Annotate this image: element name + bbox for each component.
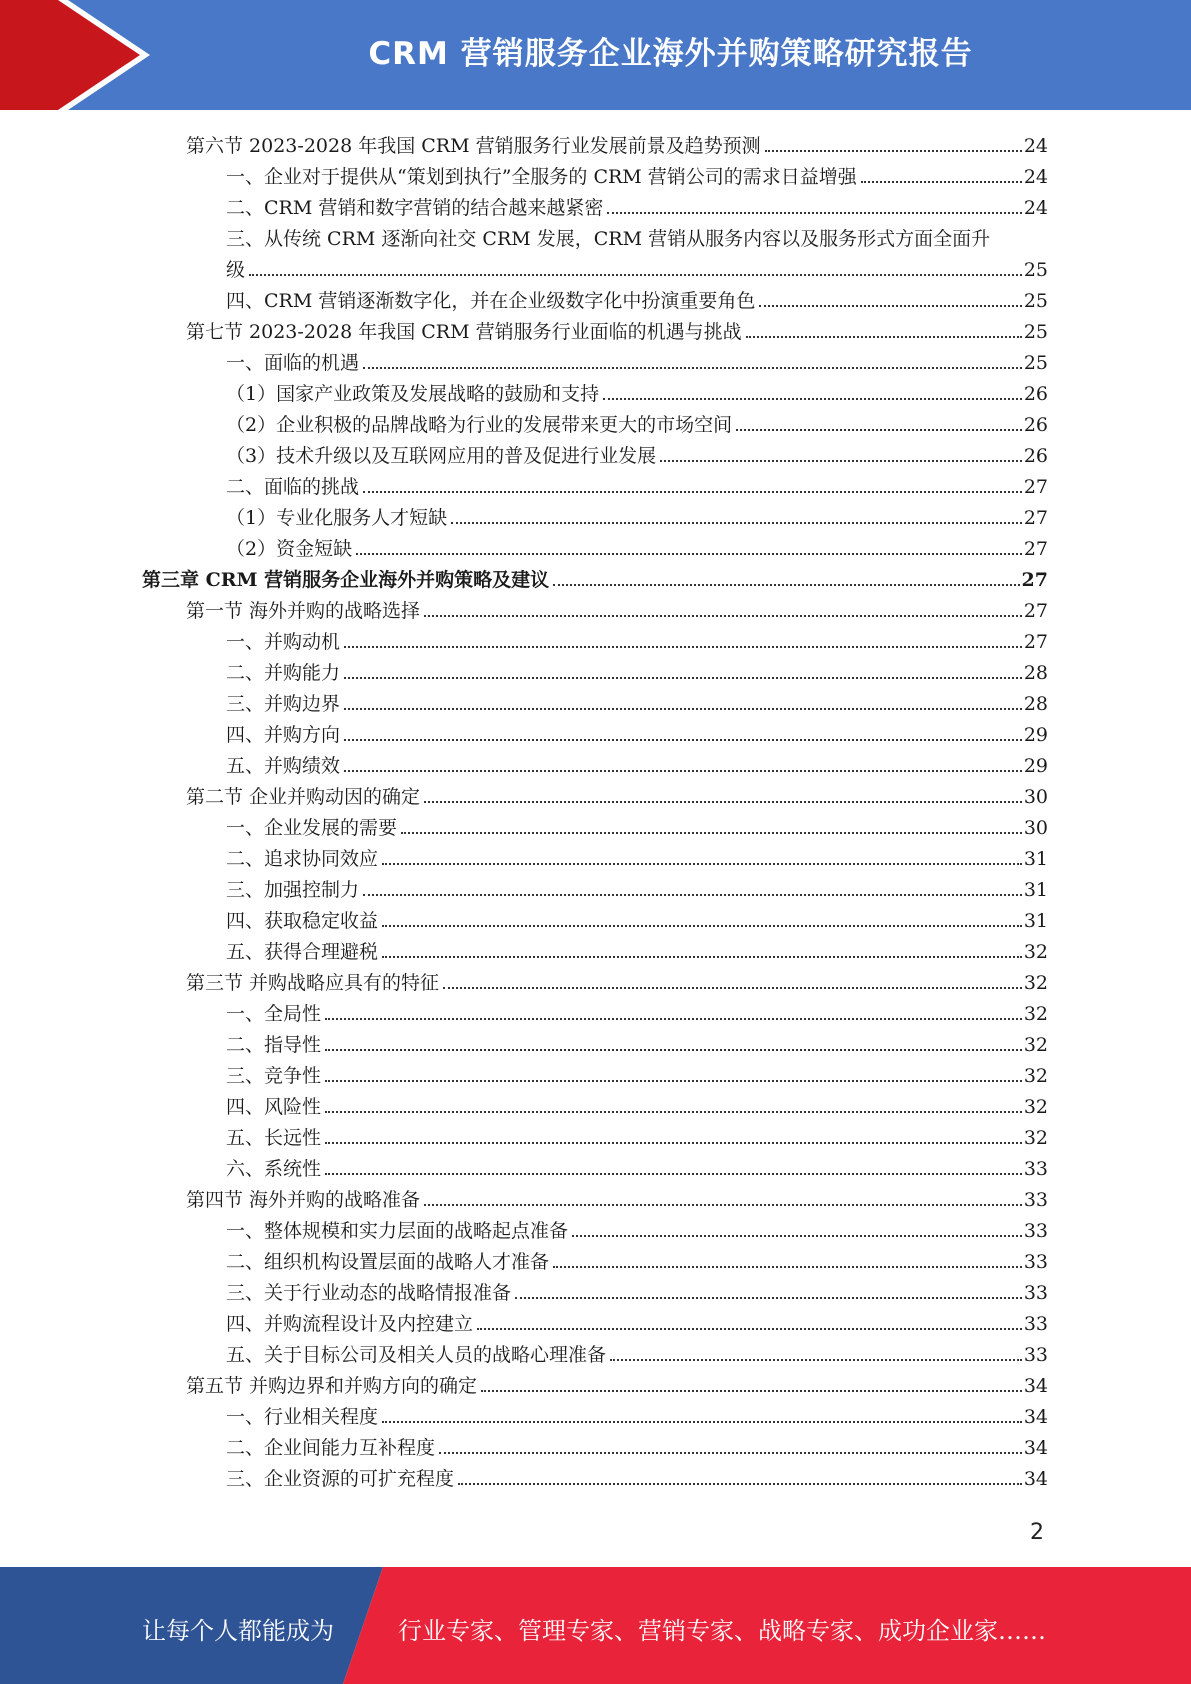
- page-header: [0, 0, 1191, 110]
- toc-item[interactable]: 二、指导性 32: [226, 1034, 1048, 1056]
- toc-item[interactable]: 三、并购边界 28: [226, 693, 1048, 715]
- toc-item[interactable]: 一、整体规模和实力层面的战略起点准备 33: [226, 1220, 1048, 1242]
- toc-item[interactable]: 二、组织机构设置层面的战略人才准备 33: [226, 1251, 1048, 1273]
- toc-item[interactable]: 一、面临的机遇 25: [226, 352, 1048, 374]
- toc-item-wrapped-line[interactable]: 三、从传统 CRM 逐渐向社交 CRM 发展，CRM 营销从服务内容以及服务形式方面全面升: [226, 228, 991, 250]
- footer-slogan-right: 行业专家、管理专家、营销专家、战略专家、成功企业家……: [398, 1617, 1046, 1645]
- toc-item[interactable]: 一、企业发展的需要 30: [226, 817, 1048, 839]
- toc-item[interactable]: （1）国家产业政策及发展战略的鼓励和支持 26: [226, 383, 1048, 405]
- toc-item[interactable]: 二、企业间能力互补程度 34: [226, 1437, 1048, 1459]
- toc-item[interactable]: （2）资金短缺 27: [226, 538, 1048, 560]
- toc-item[interactable]: 三、竞争性 32: [226, 1065, 1048, 1087]
- toc-item[interactable]: 四、并购流程设计及内控建立 33: [226, 1313, 1048, 1335]
- toc-item[interactable]: 四、获取稳定收益 31: [226, 910, 1048, 932]
- toc-item[interactable]: 五、长远性 32: [226, 1127, 1048, 1149]
- toc-item[interactable]: （2）企业积极的品牌战略为行业的发展带来更大的市场空间 26: [226, 414, 1048, 436]
- toc-item[interactable]: 一、企业对于提供从“策划到执行”全服务的 CRM 营销公司的需求日益增强 24: [226, 166, 1048, 188]
- toc-item[interactable]: 一、并购动机 27: [226, 631, 1048, 653]
- toc-item[interactable]: 五、获得合理避税 32: [226, 941, 1048, 963]
- toc-item[interactable]: 四、CRM 营销逐渐数字化，并在企业级数字化中扮演重要角色 25: [226, 290, 1048, 312]
- toc-item[interactable]: 一、全局性 32: [226, 1003, 1048, 1025]
- toc-chapter-3[interactable]: 第三章 CRM 营销服务企业海外并购策略及建议 27: [142, 569, 1048, 591]
- toc-item[interactable]: 六、系统性 33: [226, 1158, 1048, 1180]
- toc-item[interactable]: 三、关于行业动态的战略情报准备 33: [226, 1282, 1048, 1304]
- toc-item[interactable]: 三、加强控制力 31: [226, 879, 1048, 901]
- toc-item[interactable]: 二、CRM 营销和数字营销的结合越来越紧密 24: [226, 197, 1048, 219]
- toc-item[interactable]: 二、面临的挑战 27: [226, 476, 1048, 498]
- toc-item[interactable]: 级 25: [226, 259, 1048, 281]
- page-footer: [0, 1567, 1191, 1684]
- toc-section[interactable]: 第四节 海外并购的战略准备 33: [186, 1189, 1048, 1211]
- report-title: CRM 营销服务企业海外并购策略研究报告: [368, 36, 973, 72]
- toc-section-7[interactable]: 第七节 2023-2028 年我国 CRM 营销服务行业面临的机遇与挑战 25: [186, 321, 1048, 343]
- toc-section[interactable]: 第五节 并购边界和并购方向的确定 34: [186, 1375, 1048, 1397]
- footer-slogan-left: 让每个人都能成为: [142, 1617, 334, 1645]
- toc-item[interactable]: （1）专业化服务人才短缺 27: [226, 507, 1048, 529]
- toc-section[interactable]: 第二节 企业并购动因的确定 30: [186, 786, 1048, 808]
- toc-item[interactable]: 二、并购能力 28: [226, 662, 1048, 684]
- toc-section-6[interactable]: 第六节 2023-2028 年我国 CRM 营销服务行业发展前景及趋势预测 24: [186, 135, 1048, 157]
- page-number: 2: [1030, 1520, 1044, 1545]
- toc-item[interactable]: 二、追求协同效应 31: [226, 848, 1048, 870]
- toc-item[interactable]: 五、并购绩效 29: [226, 755, 1048, 777]
- toc-section[interactable]: 第三节 并购战略应具有的特征 32: [186, 972, 1048, 994]
- toc-item[interactable]: 三、企业资源的可扩充程度 34: [226, 1468, 1048, 1490]
- toc-item[interactable]: 四、风险性 32: [226, 1096, 1048, 1118]
- toc-item[interactable]: 四、并购方向 29: [226, 724, 1048, 746]
- toc-section[interactable]: 第一节 海外并购的战略选择 27: [186, 600, 1048, 622]
- toc-item[interactable]: 五、关于目标公司及相关人员的战略心理准备 33: [226, 1344, 1048, 1366]
- toc-item[interactable]: （3）技术升级以及互联网应用的普及促进行业发展 26: [226, 445, 1048, 467]
- toc-item[interactable]: 一、行业相关程度 34: [226, 1406, 1048, 1428]
